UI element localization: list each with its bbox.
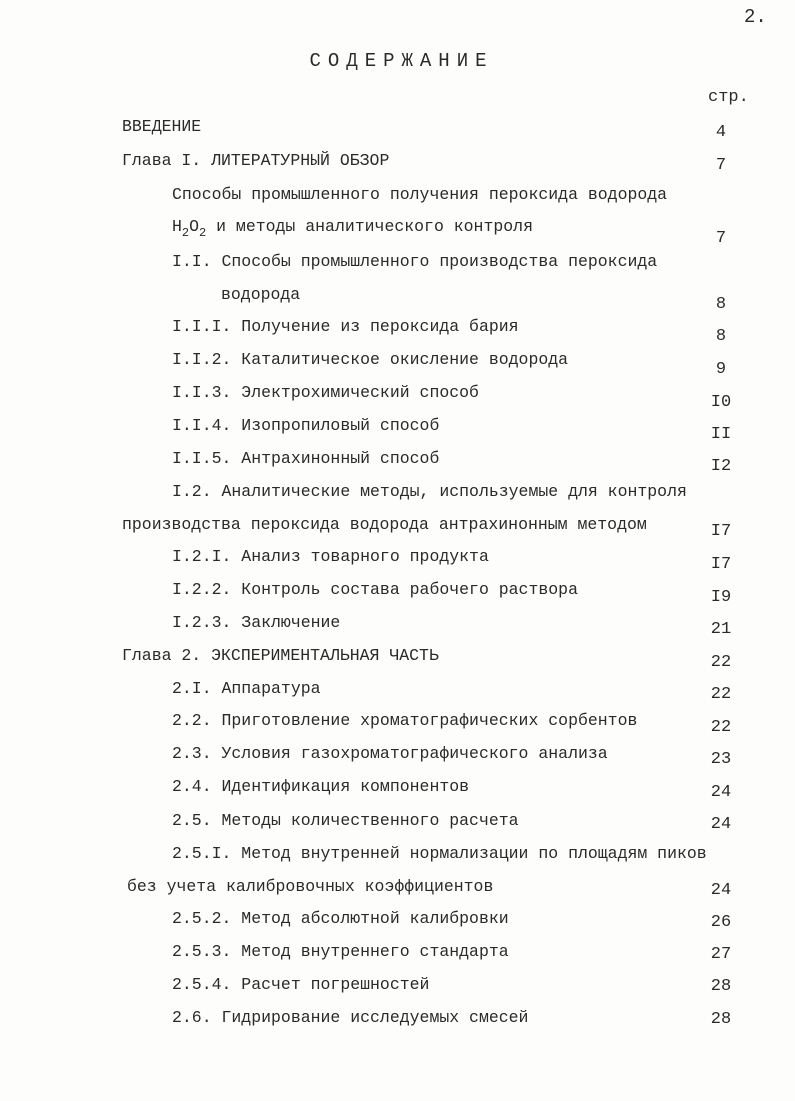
toc-entry-1-1-2: I.I.2. Каталитическое окисление водорода — [172, 350, 569, 369]
toc-entry-2-5-1: 2.5.I. Метод внутренней нормализации по площадям пиков — [172, 844, 707, 863]
toc-page-number: 21 — [710, 620, 732, 639]
toc-page-number: 28 — [710, 977, 732, 996]
toc-entry-chapter-1: Глава I. ЛИТЕРАТУРНЫЙ ОБЗОР — [122, 151, 390, 170]
toc-page-number: 8 — [715, 295, 727, 314]
toc-page-number: 24 — [710, 783, 732, 802]
toc-entry-chapter-2: Глава 2. ЭКСПЕРИМЕНТАЛЬНАЯ ЧАСТЬ — [122, 646, 439, 665]
toc-entry-text: и методы аналитического контроля — [206, 217, 533, 236]
toc-entry-2-1: 2.I. Аппаратура — [172, 679, 321, 698]
formula-h: H — [172, 217, 182, 236]
toc-page-number: 26 — [710, 913, 732, 932]
toc-entry: производства пероксида водорода антрахинонным методом — [122, 515, 647, 534]
toc-entry-1-1-5: I.I.5. Антрахинонный способ — [172, 449, 440, 468]
toc-entry-h2o2 — [172, 217, 533, 238]
toc-entry: без учета калибровочных коэффициентов — [127, 877, 494, 896]
toc-entry: Способы промышленного получения пероксида водорода — [172, 185, 668, 204]
formula-sub-2: 2 — [199, 226, 207, 240]
page-column-header: стр. — [708, 88, 749, 107]
toc-entry-1-1-4: I.I.4. Изопропиловый способ — [172, 416, 440, 435]
toc-page-number: 28 — [710, 1010, 732, 1029]
toc-page-number: 27 — [710, 945, 732, 964]
toc-entry: водорода — [221, 285, 301, 304]
toc-entry-1-2-1: I.2.I. Анализ товарного продукта — [172, 547, 489, 566]
toc-page-number: 22 — [710, 718, 732, 737]
toc-page-number: 8 — [715, 327, 727, 346]
toc-entry-2-3: 2.3. Условия газохроматографического анализа — [172, 744, 608, 763]
formula-o: O — [189, 217, 200, 236]
toc-entry-2-5-2: 2.5.2. Метод абсолютной калибровки — [172, 909, 509, 928]
toc-entry-1-2-2: I.2.2. Контроль состава рабочего раствора — [172, 580, 578, 599]
toc-entry-2-4: 2.4. Идентификация компонентов — [172, 777, 470, 796]
toc-entry-2-6: 2.6. Гидрирование исследуемых смесей — [172, 1008, 529, 1027]
toc-page-number: 4 — [715, 123, 727, 142]
toc-page-number: I0 — [710, 393, 732, 412]
formula-sub-1: 2 — [181, 226, 190, 240]
toc-entry-1-2-3: I.2.3. Заключение — [172, 613, 341, 632]
toc-entry-2-5-3: 2.5.3. Метод внутреннего стандарта — [172, 942, 509, 961]
toc-page-number: I7 — [710, 555, 732, 574]
toc-entry-1-1: I.I. Способы промышленного производства пероксида — [172, 252, 658, 271]
page-title: СОДЕРЖАНИЕ — [309, 50, 494, 72]
toc-page-number: 22 — [710, 685, 732, 704]
toc-entry-1-2: I.2. Аналитические методы, используемые для контроля — [172, 482, 687, 501]
toc-page-number: 7 — [715, 156, 727, 175]
toc-entry-1-1-1: I.I.I. Получение из пероксида бария — [172, 317, 519, 336]
toc-page-number: 7 — [715, 229, 727, 248]
toc-page-number: 22 — [710, 653, 732, 672]
page-number: 2. — [744, 6, 767, 28]
toc-page-number: I9 — [710, 588, 732, 607]
toc-page-number: 23 — [710, 750, 732, 769]
toc-page-number: 24 — [710, 881, 732, 900]
toc-entry-introduction: ВВЕДЕНИЕ — [122, 117, 202, 136]
toc-page-number: I2 — [710, 457, 732, 476]
toc-page-number: II — [710, 425, 732, 444]
toc-page-number: 24 — [710, 815, 732, 834]
toc-page-number: I7 — [710, 522, 732, 541]
toc-entry-2-5-4: 2.5.4. Расчет погрешностей — [172, 975, 430, 994]
toc-entry-1-1-3: I.I.3. Электрохимический способ — [172, 383, 479, 402]
toc-page-number: 9 — [715, 360, 727, 379]
toc-entry-2-2: 2.2. Приготовление хроматографических сорбентов — [172, 711, 638, 730]
toc-entry-2-5: 2.5. Методы количественного расчета — [172, 811, 519, 830]
